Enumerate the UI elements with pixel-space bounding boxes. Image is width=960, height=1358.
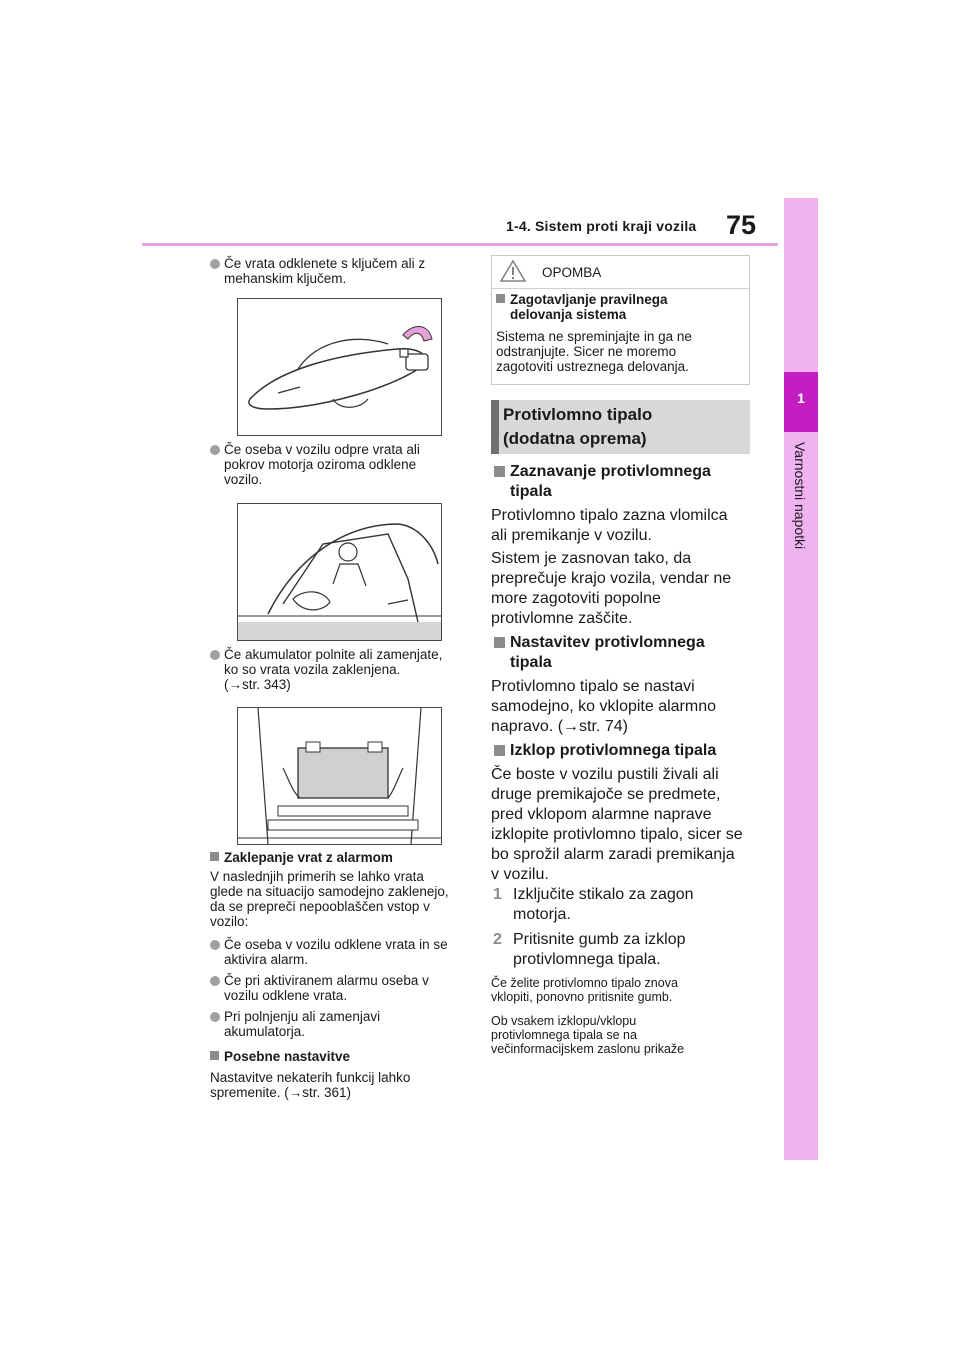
detection-heading: Zaznavanje protivlomnega tipala: [510, 462, 711, 502]
lock-alarm-heading: Zaklepanje vrat z alarmom: [224, 850, 393, 865]
bullet-dot: [210, 940, 220, 950]
note-header: [491, 255, 750, 289]
lock-alarm-body: V naslednjih primerih se lahko vrata glede na situacijo samodejno zaklenejo, da se prepreči nepooblaščen vstop v vozilo:: [210, 869, 449, 929]
bullet-person-opens: Če oseba v vozilu odpre vrata ali pokrov motorja oziroma odklene vozilo.: [224, 442, 420, 487]
detection-paragraph: Protivlomno tipalo zazna vlomilca ali premikanje v vozilu.: [491, 507, 728, 544]
person-in-car-illustration: [237, 503, 442, 641]
step-number: 1: [493, 886, 502, 903]
step-1: 1 Izključite stikalo za zagon motorja.: [493, 886, 694, 923]
heading-square: [494, 745, 505, 756]
note-label: OPOMBA: [542, 265, 602, 280]
chapter-number: 1: [797, 390, 805, 406]
heading-square: [496, 294, 505, 303]
lock-bullet-1: Če oseba v vozilu odklene vrata in se aktivira alarm.: [224, 937, 448, 967]
bullet-dot: [210, 976, 220, 986]
setting-paragraph: Protivlomno tipalo se nastavi samodejno, ko vklopite alarmno napravo. (→str. 74): [491, 678, 717, 735]
bullet-dot: [210, 445, 220, 455]
note-heading: Zagotavljanje pravilnega delovanja sistema: [510, 292, 668, 322]
heading-square: [210, 1051, 219, 1060]
section-title: Protivlomno tipalo (dodatna oprema): [503, 405, 653, 448]
reenable-note: Če želite protivlomno tipalo znova vklopiti, ponovno pritisnite gumb.: [491, 976, 678, 1004]
step-2: 2 Pritisnite gumb za izklop protivlomnega tipala.: [493, 931, 686, 968]
special-settings-heading: Posebne nastavitve: [224, 1049, 350, 1064]
header-rule: [142, 243, 778, 246]
bullet-dot: [210, 259, 220, 269]
disable-heading: Izklop protivlomnega tipala: [510, 741, 716, 761]
lock-bullet-3: Pri polnjenju ali zamenjavi akumulatorja.: [224, 1009, 380, 1039]
warning-triangle-icon: [499, 259, 527, 283]
chapter-label: Varnostni napotki: [792, 442, 808, 550]
bullet-dot: [210, 1012, 220, 1022]
heading-square: [210, 852, 219, 861]
section-bar: [491, 400, 499, 454]
section-header-title: 1-4. Sistem proti kraji vozila: [506, 218, 697, 234]
bullet-key-unlock: Če vrata odklenete s ključem ali z mehanskim ključem.: [224, 256, 425, 286]
bullet-battery: Če akumulator polnite ali zamenjate, ko so vrata vozila zaklenjena. (→str. 343): [224, 647, 442, 692]
heading-square: [494, 466, 505, 477]
disable-paragraph: Če boste v vozilu pustili živali ali druge premikajoče se predmete, pred vklopom alarmne naprave izklopite protivlomno tipalo, sicer se bo sprožil alarm zaradi premikanja v vozilu.: [491, 766, 743, 883]
note-body: Sistema ne spreminjajte in ga ne odstranjujte. Sicer ne moremo zagotoviti ustreznega delovanja.: [496, 329, 692, 374]
special-settings-body: Nastavitve nekaterih funkcij lahko spremenite. (→str. 361): [210, 1070, 411, 1100]
step-number: 2: [493, 931, 502, 948]
display-note: Ob vsakem izklopu/vklopu protivlomnega tipala se na večinformacijskem zaslonu prikaže: [491, 1014, 685, 1056]
chapter-side-tab: [784, 198, 818, 1160]
battery-replacement-illustration: [237, 707, 442, 845]
lock-bullet-2: Če pri aktiviranem alarmu oseba v vozilu odklene vrata.: [224, 973, 429, 1003]
heading-square: [494, 637, 505, 648]
door-handle-key-illustration: [237, 298, 442, 436]
design-paragraph: Sistem je zasnovan tako, da preprečuje krajo vozila, vendar ne more zagotoviti popolne protivlomne zaščite.: [491, 550, 732, 627]
page-number: 75: [726, 210, 757, 240]
setting-heading: Nastavitev protivlomnega tipala: [510, 633, 705, 673]
bullet-dot: [210, 650, 220, 660]
